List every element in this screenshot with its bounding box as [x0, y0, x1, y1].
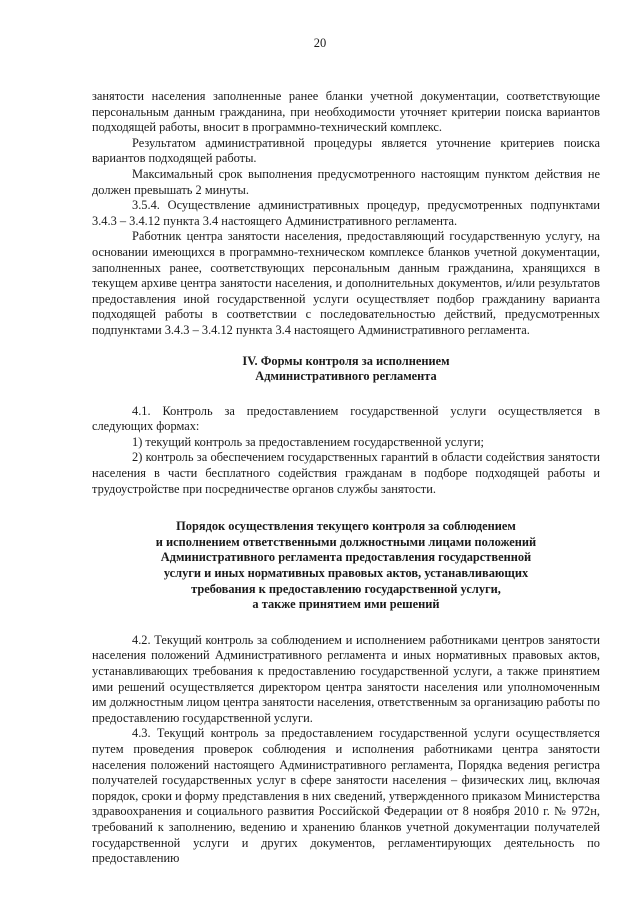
- paragraph: занятости населения заполненные ранее бланки учетной документации, соответствующие персональным данным гражданина, при необходимости уточняет критерии поиска вариантов подходящей работы, вносит в программно-технический комплекс.: [92, 89, 600, 135]
- heading-line: и исполнением ответственными должностными лицами положений: [155, 534, 537, 549]
- page-content: [92, 89, 600, 867]
- heading-line: требования к предоставлению государственной услуги,: [191, 581, 501, 596]
- heading-line: IV. Формы контроля за исполнением: [242, 353, 450, 368]
- paragraph: 4.2. Текущий контроль за соблюдением и исполнением работниками центров занятости населения положений Административного регламента и иных нормативных правовых актов, устанавливающих требования к предоставлению государственной услуги, а также принятием ими решений осуществляется директором центра занятости населения или уполномоченным им должностным лицом центра занятости населения, ответственным за организацию работы по предоставлению государственной услуги.: [92, 632, 600, 725]
- subsection-heading: [92, 519, 600, 613]
- heading-line: Административного регламента: [255, 369, 437, 384]
- heading-line: Административного регламента предоставления государственной: [160, 550, 532, 565]
- paragraph: Работник центра занятости населения, предоставляющий государственную услугу, на основании имеющихся в программно-техническом комплексе бланков учетной документации, заполненных ранее, соответствующих персональным данным гражданина, хранящихся в текущем архиве центра занятости населения, и дополнительных документов, и/или результатов предоставления иной государственной услуги осуществляет подбор гражданину варианта подходящей работы в соответствии с последовательностью действий, предусмотренных подпунктами 3.4.3 – 3.4.12 пункта 3.4 настоящего Административного регламента.: [92, 229, 600, 337]
- paragraph: 2) контроль за обеспечением государственных гарантий в области содействия занятости населения в части бесплатного содействия гражданам в подборе подходящей работы и трудоустройстве при посредничестве органов службы занятости.: [92, 450, 600, 496]
- paragraph: Максимальный срок выполнения предусмотренного настоящим пунктом действия не должен превышать 2 минуты.: [92, 166, 600, 197]
- paragraph: 4.3. Текущий контроль за предоставлением государственной услуги осуществляется путем проведения проверок соблюдения и исполнения работниками центра занятости населения положений настоящего Административного регламента, Порядка ведения регистра получателей государственных услуг в сфере занятости населения – физических лиц, включая порядок, сроки и форму представления в них сведений, утвержденного приказом Министерства здравоохранения и социального развития Российской Федерации от 8 ноября 2010 г. № 972н, требований к заполнению, ведению и хранению бланков учетной документации получателей государственной услуги и других документов, регламентирующих деятельность по предоставлению: [92, 726, 600, 866]
- paragraph: 3.5.4. Осуществление административных процедур, предусмотренных подпунктами 3.4.3 – 3.4.12 пункта 3.4 настоящего Административного регламента.: [92, 198, 600, 228]
- heading-line: Порядок осуществления текущего контроля за соблюдением: [176, 519, 516, 534]
- paragraph: 4.1. Контроль за предоставлением государственной услуги осуществляется в следующих формах:: [92, 403, 600, 434]
- heading-line: а также принятием ими решений: [252, 597, 440, 612]
- paragraph: 1) текущий контроль за предоставлением государственной услуги;: [132, 434, 484, 449]
- section-heading-iv: [92, 354, 600, 385]
- heading-line: услуги и иных нормативных правовых актов, устанавливающих: [163, 566, 529, 581]
- page-number: 20: [313, 36, 327, 50]
- paragraph: Результатом административной процедуры является уточнение критериев поиска вариантов подходящей работы.: [92, 135, 600, 166]
